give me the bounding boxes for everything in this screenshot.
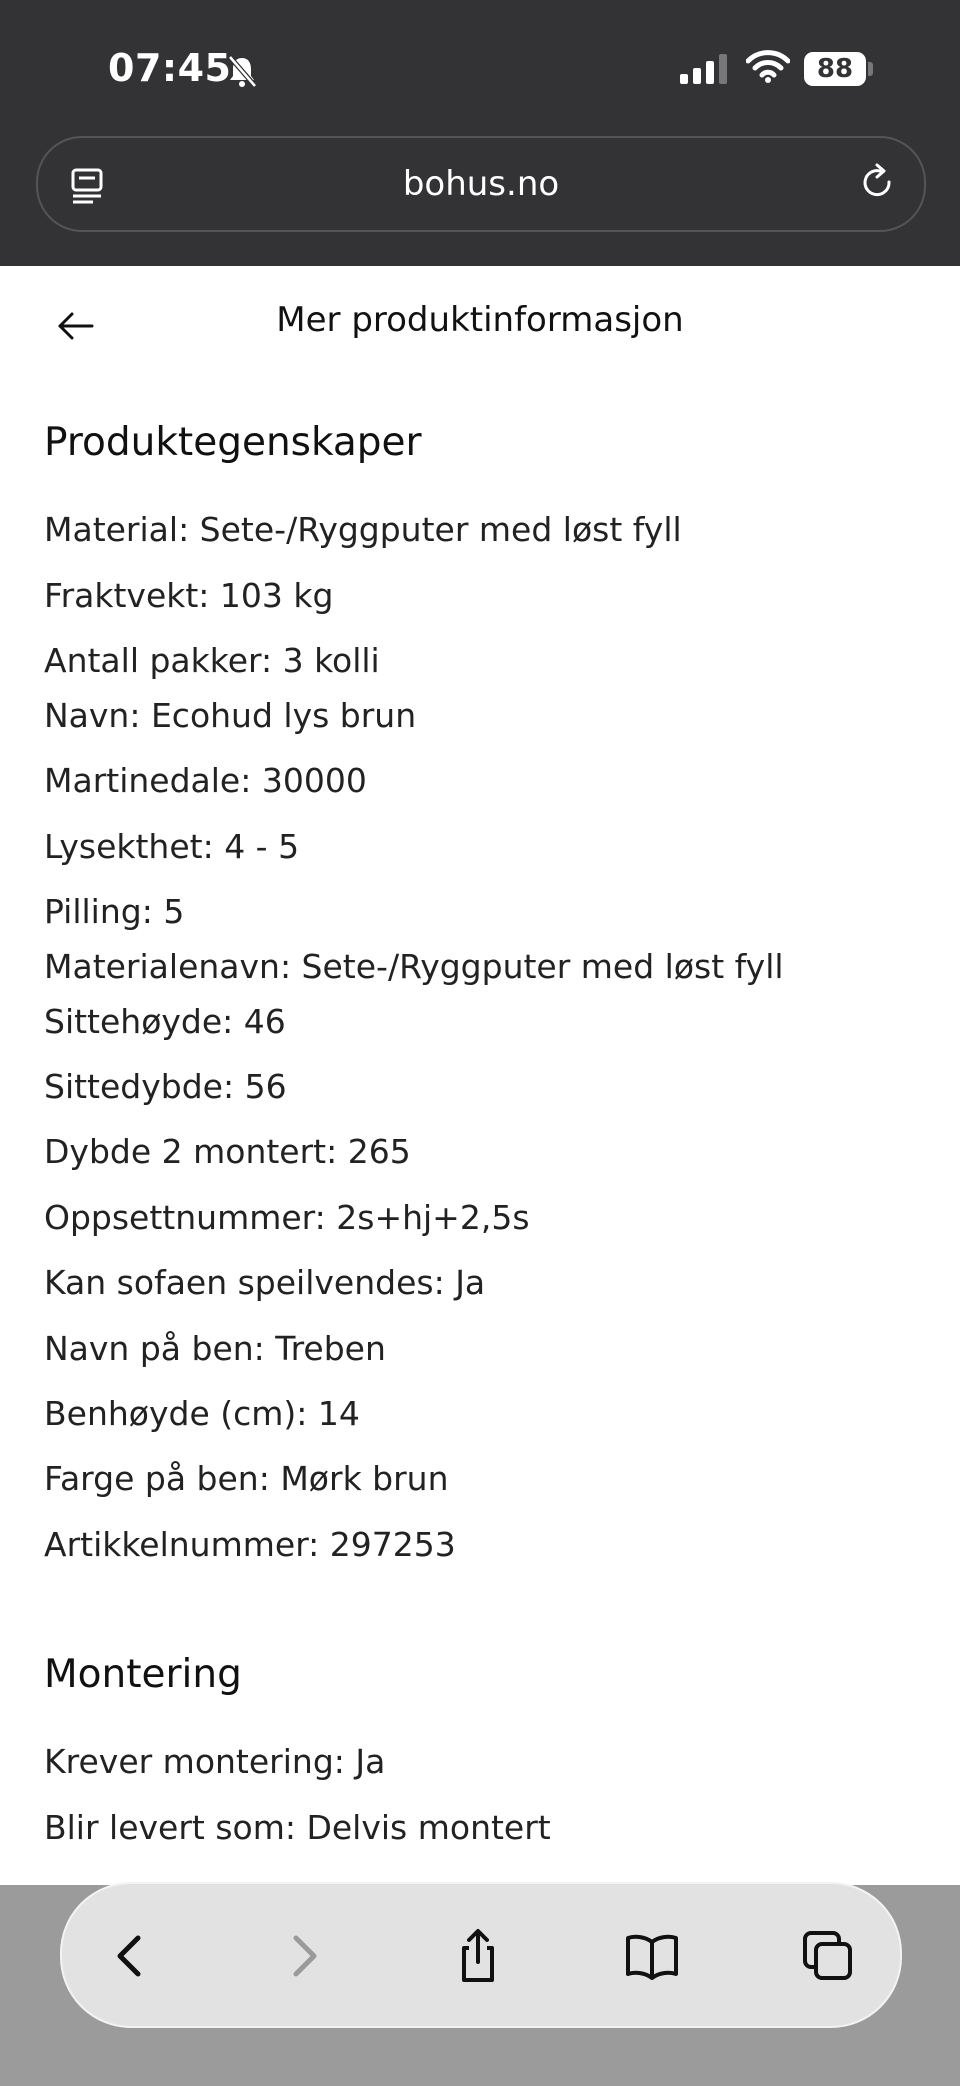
reload-icon[interactable] (858, 162, 898, 206)
assembly-item: Blir levert som: Delvis montert (44, 1808, 551, 1847)
property-item: Material: Sete-/Ryggputer med løst fyll (44, 510, 682, 549)
browser-toolbar (60, 1882, 902, 2028)
battery-cap (868, 62, 873, 76)
property-item: Oppsettnummer: 2s+hj+2,5s (44, 1198, 530, 1237)
property-item: Antall pakker: 3 kolli (44, 641, 380, 680)
property-item: Martinedale: 30000 (44, 761, 367, 800)
property-item: Artikkelnummer: 297253 (44, 1525, 456, 1564)
chevron-left-icon[interactable] (100, 1926, 160, 1986)
share-icon[interactable] (448, 1926, 508, 1986)
property-item: Sittehøyde: 46 (44, 1002, 286, 1041)
status-time: 07:45 (108, 46, 232, 90)
property-item: Fraktvekt: 103 kg (44, 576, 334, 615)
assembly-item: Krever montering: Ja (44, 1742, 386, 1781)
address-bar[interactable] (36, 136, 926, 232)
property-item: Benhøyde (cm): 14 (44, 1394, 360, 1433)
property-item: Materialenavn: Sete-/Ryggputer med løst fyll (44, 947, 784, 986)
property-item: Pilling: 5 (44, 892, 185, 931)
section-title-properties: Produktegenskaper (44, 420, 422, 465)
property-item: Sittedybde: 56 (44, 1067, 287, 1106)
bookmarks-icon[interactable] (622, 1926, 682, 1986)
property-item: Lysekthet: 4 - 5 (44, 827, 300, 866)
battery-indicator: 88 (804, 52, 866, 86)
tabs-icon[interactable] (798, 1926, 858, 1986)
url-text[interactable]: bohus.no (402, 164, 560, 204)
property-item: Dybde 2 montert: 265 (44, 1132, 411, 1171)
wifi-icon (746, 50, 790, 84)
bell-slash-icon (226, 54, 258, 88)
page-title: Mer produktinformasjon (276, 300, 684, 340)
browser-chrome (0, 0, 960, 266)
section-title-assembly: Montering (44, 1652, 242, 1697)
chevron-right-icon[interactable] (274, 1926, 334, 1986)
property-item: Farge på ben: Mørk brun (44, 1459, 449, 1498)
property-item: Kan sofaen speilvendes: Ja (44, 1263, 486, 1302)
property-item: Navn: Ecohud lys brun (44, 696, 417, 735)
property-item: Navn på ben: Treben (44, 1329, 386, 1368)
signal-icon (680, 54, 730, 84)
